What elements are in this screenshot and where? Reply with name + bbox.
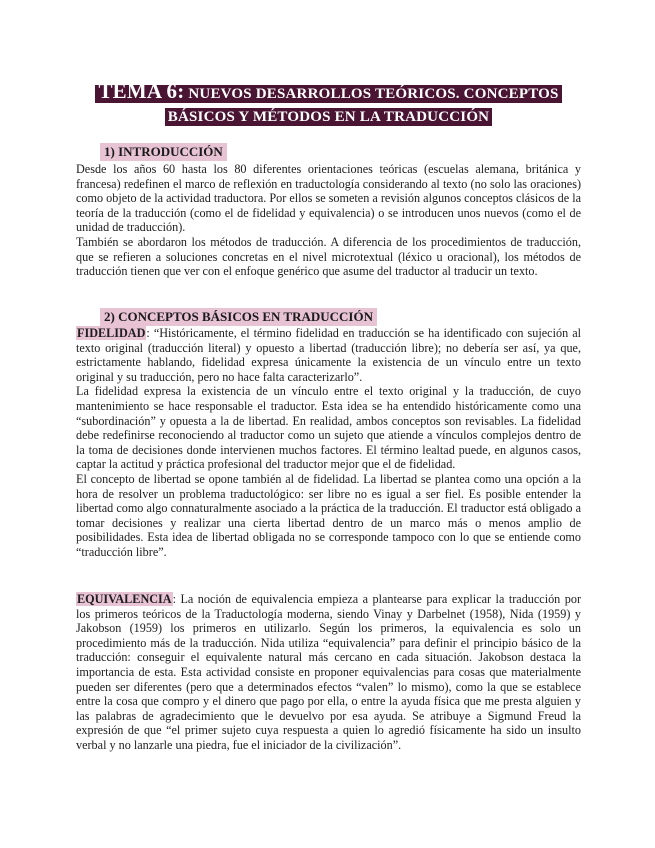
title-line2: BÁSICOS Y MÉTODOS EN LA TRADUCCIÓN (165, 108, 492, 126)
paragraph: También se abordaron los métodos de traducción. A diferencia de los procedimientos de traducción, que se refieren a soluciones concretas en el nivel microtextual (léxico u oracional), los métodos de traducción tienen que ver con el enfoque genérico que asume del traductor al traducir un texto. (76, 234, 581, 279)
section-equivalencia-body (76, 592, 581, 753)
page-title (76, 80, 581, 128)
title-big: TEMA 6: (98, 79, 185, 103)
paragraph: El concepto de libertad se opone también al de fidelidad. La libertad se plantea como una opción a la hora de resolver un problema traductológico: ser libre no es igual a ser fiel. Es posible entender la libertad como algo connaturalmente asociado a la práctica de la traducción. El traductor está obligado a tomar decisiones y realizar una cierta libertad dentro de un marco más o menos amplio de posibilidades. Esta idea de libertad obligada no se corresponde tampoco con lo que se entiende como “traducción libre”. (76, 471, 581, 559)
paragraph: Desde los años 60 hasta los 80 diferentes orientaciones teóricas (escuelas alemana, británica y francesa) redefinen el marco de reflexión en traductología considerando al texto (no solo las oraciones) como objeto de la actividad traductora. Por ellos se someten a revisión algunos conceptos clásicos de la teoría de la traducción (como el de fidelidad y equivalencia) o se introducen unos nuevos (como el de unidad de traducción). (76, 162, 581, 235)
paragraph-equivalencia: EQUIVALENCIA: La noción de equivalencia empieza a plantearse para explicar la traducción por los primeros teóricos de la Traductología moderna, siendo Vinay y Darbelnet (1958), Nida (1959) y Jakobson (1959) los primeros en utilizarlo. Según los primeros, la equivalencia es solo un procedimiento más de la traducción. Nida utiliza “equivalencia” para definir el principio básico de la traducción: conseguir el equivalente natural más cercano en cada situación. Jakobson destaca la importancia de esta. Esta actividad consiste en proponer equivalencias para cosas que materialmente pueden ser diferentes (pero que a determinados efectos “valen” lo mismo), como la que se establece entre la cosa que compro y el dinero que pago por ella, o entre la ayuda física que me presta alguien y las palabras de agradecimiento que le devuelvo por esa ayuda. Se atribuye a Sigmund Freud la expresión de que “el primer sujeto cuya respuesta a quien lo agredió físicamente ha sido un insulto verbal y no lanzarle una piedra, fue el iniciador de la civilización”. (76, 592, 581, 752)
title-line1: NUEVOS DESARROLLOS TEÓRICOS. CONCEPTOS (184, 86, 559, 102)
paragraph: La fidelidad expresa la existencia de un vínculo entre el texto original y la traducción, de cuyo mantenimiento se hace responsable el traductor. Esta idea se ha entendido históricamente como una “subordinación” y opuesta a la de libertad. En realidad, ambos conceptos son revisables. La fidelidad debe redefinirse reconociendo al traductor como un sujeto que atiende a vínculos complejos dentro de la toma de decisiones donde intervienen muchos factores. El término lealtad puede, en algunos casos, captar la actitud y práctica profesional del traductor mejor que el de fidelidad. (76, 384, 581, 472)
section-fidelidad-body (76, 326, 581, 560)
section-introduccion-body (76, 162, 581, 279)
term-fidelidad: FIDELIDAD (77, 326, 146, 340)
section-heading-conceptos: 2) CONCEPTOS BÁSICOS EN TRADUCCIÓN (100, 308, 377, 326)
section-heading-introduccion: 1) INTRODUCCIÓN (100, 143, 227, 161)
term-equivalencia: EQUIVALENCIA (77, 592, 172, 606)
paragraph-fidelidad-intro: FIDELIDAD: “Históricamente, el término fidelidad en traducción se ha identificado con sujeción al texto original (traducción literal) y opuesto a libertad (traducción libre); no debería ser así, ya que, estrictamente hablando, fidelidad expresa únicamente la existencia de un vínculo entre un texto original y su traducción, pero no hace falta caracterizarlo”. (76, 326, 581, 384)
